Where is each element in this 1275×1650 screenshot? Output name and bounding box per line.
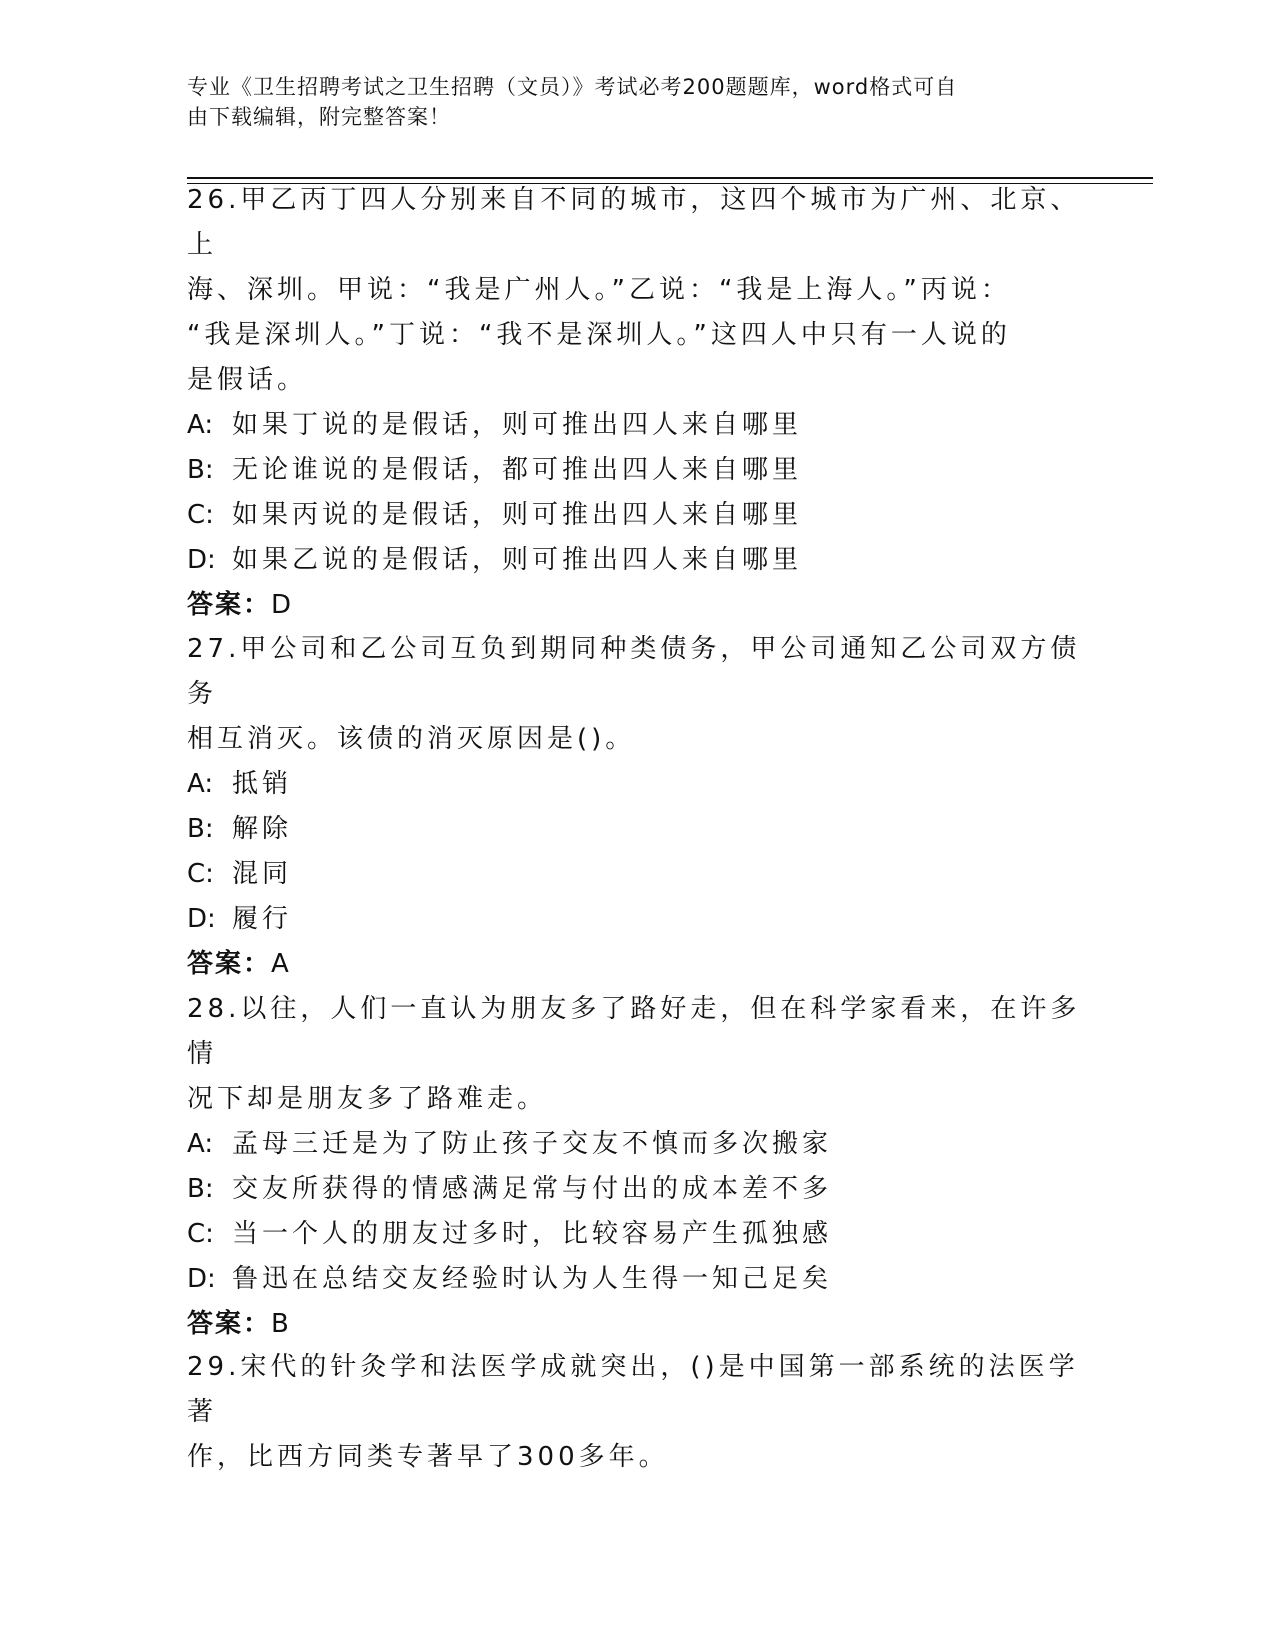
question-26 [187,178,1087,628]
option-letter: D: [187,545,216,575]
option-text: 鲁迅在总结交友经验时认为人生得一知己足矣 [232,1264,833,1294]
option-letter: B: [187,814,214,844]
question-line: 海、深圳。甲说：“我是广州人。”乙说：“我是上海人。”丙说： [187,275,1011,305]
question-line: 作，比西方同类专著早了300多年。 [187,1442,669,1472]
option-text: 孟母三迁是为了防止孩子交友不慎而多次搬家 [232,1129,833,1159]
option-c [187,852,1087,897]
question-27 [187,627,1087,987]
option-letter: A: [187,410,214,440]
question-28 [187,987,1087,1347]
question-line: 况下却是朋友多了路难走。 [187,1084,548,1114]
answer-line [187,942,1087,987]
option-letter: B: [187,1174,214,1204]
answer-label: 答案： [187,1309,272,1339]
option-b [187,448,1087,493]
option-text: 如果丙说的是假话，则可推出四人来自哪里 [232,500,803,530]
option-text: 无论谁说的是假话，都可推出四人来自哪里 [232,455,803,485]
header-line-1: 专业《卫生招聘考试之卫生招聘（文员）》考试必考200题题库，word格式可自 [187,75,958,99]
option-letter: B: [187,455,214,485]
question-line: 27.甲公司和乙公司互负到期同种类债务，甲公司通知乙公司双方债务 [187,634,1081,709]
option-text: 如果乙说的是假话，则可推出四人来自哪里 [232,545,803,575]
answer-line [187,1302,1087,1347]
option-a [187,403,1087,448]
answer-line [187,583,1087,628]
option-text: 如果丁说的是假话，则可推出四人来自哪里 [232,410,803,440]
answer-label: 答案： [187,949,272,979]
option-letter: C: [187,1219,214,1249]
option-c [187,493,1087,538]
option-text: 解除 [232,814,293,844]
option-letter: A: [187,1129,214,1159]
question-line: 相互消灭。该债的消灭原因是()。 [187,724,636,754]
option-d [187,897,1087,942]
option-text: 当一个人的朋友过多时，比较容易产生孤独感 [232,1219,833,1249]
document-header [187,72,1087,132]
option-d [187,538,1087,583]
option-letter: C: [187,500,214,530]
option-a [187,762,1087,807]
option-b [187,1167,1087,1212]
option-letter: D: [187,904,216,934]
option-letter: A: [187,769,214,799]
answer-label: 答案： [187,590,272,620]
option-text: 履行 [232,904,293,934]
answer-value: A [271,949,291,979]
question-line: 29.宋代的针灸学和法医学成就突出，()是中国第一部系统的法医学著 [187,1352,1079,1427]
question-line: 是假话。 [187,365,308,395]
question-line: 26.甲乙丙丁四人分别来自不同的城市，这四个城市为广州、北京、上 [187,185,1081,260]
question-line: 28.以往，人们一直认为朋友多了路好走，但在科学家看来，在许多情 [187,994,1081,1069]
option-d [187,1257,1087,1302]
option-text: 抵销 [232,769,293,799]
option-letter: D: [187,1264,216,1294]
option-text: 交友所获得的情感满足常与付出的成本差不多 [232,1174,833,1204]
question-line: “我是深圳人。”丁说：“我不是深圳人。”这四人中只有一人说的 [187,320,1011,350]
option-letter: C: [187,859,214,889]
question-29 [187,1345,1087,1480]
answer-value: D [271,590,294,620]
option-a [187,1122,1087,1167]
answer-value: B [271,1309,291,1339]
option-c [187,1212,1087,1257]
header-line-2: 由下载编辑，附完整答案！ [187,105,451,129]
option-text: 混同 [232,859,293,889]
option-b [187,807,1087,852]
